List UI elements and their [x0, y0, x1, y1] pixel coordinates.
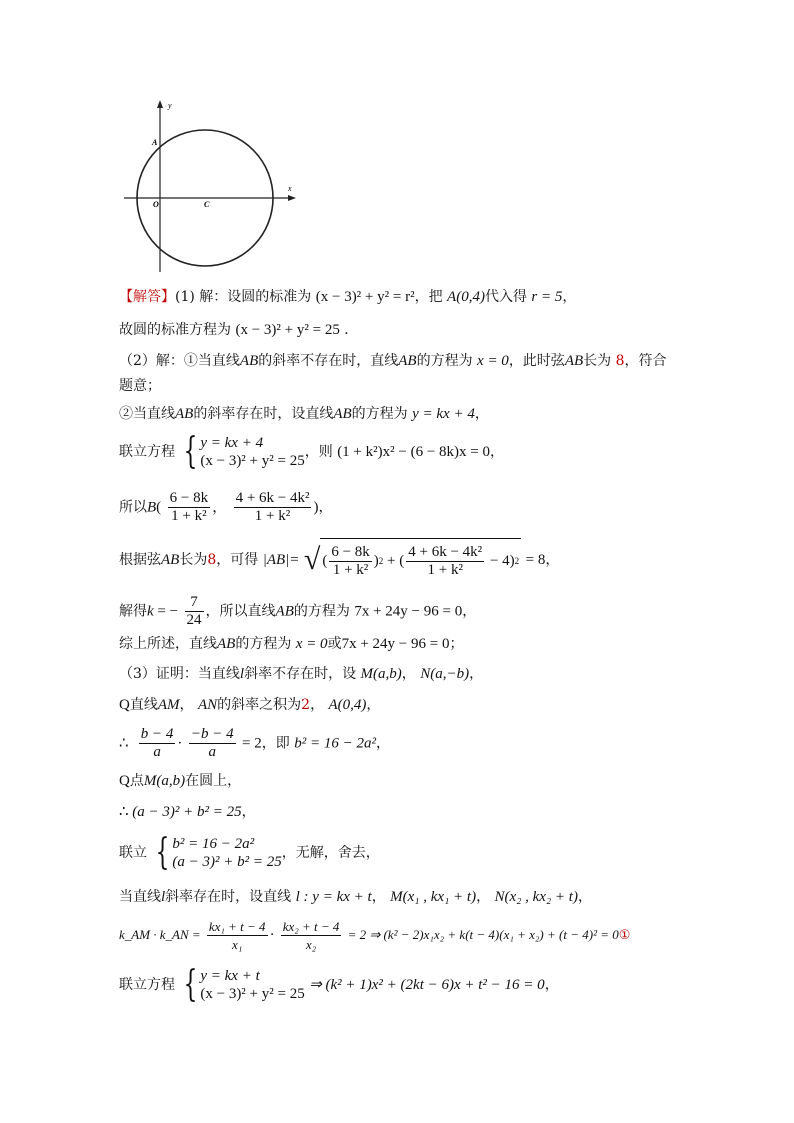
x-axis-arrow [288, 195, 296, 201]
math: (1 + k²)x² − (6 − 8k)x = 0 [337, 444, 490, 460]
square-root: √ ( $\frac{6 - 8k}{\text{1 + k²}}$ ) 2 + ( $\frac{\text{4 + 6k − 4k²}}{\text{1 + k²}}$ − 4) 2 [304, 538, 521, 582]
text: ， [474, 406, 489, 422]
math: (x − 3)² + y² = 25 [200, 986, 305, 1002]
system-brace: { y = kx + t (x − 3)² + y² = 25 [184, 964, 305, 1005]
text: 8 [207, 552, 217, 568]
math: (x − 3)² + y² = r² [315, 289, 415, 305]
line-15: ∴ (a − 3)² + b² = 25， [119, 804, 256, 820]
math: AB [275, 603, 294, 620]
math: (a − 3)² + b² = 25 [132, 804, 242, 820]
text: ； [449, 636, 464, 652]
fraction [281, 918, 342, 953]
math: A(0,4) [328, 697, 367, 713]
math: AB [564, 353, 584, 369]
math: A(0,4) [447, 289, 485, 305]
math: x = 0 [477, 353, 509, 369]
label-x: x [288, 184, 292, 193]
math: kx₂ + t − 4 [282, 919, 340, 934]
text: 或 [327, 636, 342, 652]
circle-figure [118, 96, 302, 276]
line-2 [119, 320, 358, 340]
math: y = kx + t [200, 968, 260, 984]
fraction [185, 594, 204, 629]
label-o: O [153, 200, 159, 209]
math: b² = 16 − 2a² [294, 735, 376, 752]
text: 解得 [119, 603, 147, 620]
math: B [147, 499, 157, 516]
text: ① [618, 928, 631, 943]
text: 的斜率之积为 [217, 697, 302, 713]
text: ， [462, 603, 477, 620]
text: 8 [615, 353, 625, 369]
math: 1 + k² [254, 508, 291, 524]
math: 7 [185, 594, 204, 612]
text: 根据弦 [119, 552, 161, 568]
math: l [239, 666, 245, 682]
text: ，可得 [216, 552, 259, 568]
fraction [189, 726, 236, 761]
math: 1 + k² [427, 561, 463, 578]
line-16 [119, 832, 380, 873]
math: = 2 ⇒ (k² − 2)x₁x₂ + k(t − 4)(x₁ + x₂) + (t − 4)² = 0 [347, 927, 619, 942]
math: M(a,b) [360, 666, 402, 682]
line-10 [119, 634, 463, 654]
math: AN [197, 697, 218, 713]
math: x₂ [305, 937, 317, 952]
fraction [168, 490, 210, 525]
math: a [153, 744, 161, 760]
text: ， [562, 289, 577, 305]
text: 2 [301, 697, 311, 713]
text: ，则 [304, 444, 333, 460]
line-9: 解得k = − $\frac{7}{24}$ ，所以直线AB的方程为 7x + 24y − 96 = 0， [119, 594, 477, 628]
math: b² = 16 − 2a² [172, 836, 255, 852]
text: ， [476, 889, 491, 905]
text: 所以 [119, 499, 147, 516]
text: ，即 [261, 735, 290, 752]
text: ， [401, 666, 416, 682]
math: y = kx + 4 [200, 435, 264, 451]
system-brace: { b² = 16 − 2a² (a − 3)² + b² = 25 [156, 832, 282, 873]
text: 点 [129, 773, 144, 789]
text: 故圆的标准方程为 [119, 322, 231, 338]
math: 7x + 24y − 96 = 0 [354, 603, 463, 620]
math: AB [217, 636, 236, 652]
line-14: Q点M(a,b)在圆上， [119, 773, 242, 789]
text: 当直线 [119, 889, 161, 905]
math: y = kx + 4 [412, 406, 475, 422]
math: AB [398, 353, 417, 369]
text: 题意； [119, 378, 161, 394]
y-axis-arrow [157, 100, 163, 108]
math: l : y = kx + t [295, 889, 372, 905]
text: 联立方程 [119, 444, 175, 460]
text: 联立方程 [119, 977, 175, 993]
math: AB [333, 406, 352, 422]
text: 的方程为 [293, 603, 350, 620]
math: k_AM · k_AN = [119, 927, 201, 942]
text: 在圆上， [185, 773, 242, 789]
text: ，无解，舍去， [281, 845, 380, 861]
math: l [161, 889, 166, 905]
text: ， [318, 499, 333, 516]
math: M(a,b) [143, 773, 186, 789]
text: ， [469, 666, 484, 682]
line-13: ∴ $\frac{b - 4}{a}$ · $\frac{-b - 4}{a}$ = 2，即 b² = 16 − 2a²， [119, 726, 390, 760]
text: ， [310, 697, 325, 713]
math: |AB|= [262, 552, 300, 568]
math: 4 + 6k − 4k² [235, 490, 310, 506]
text: (1) 解：设圆的标准为 [175, 289, 312, 305]
text: 斜率存在时，设直线 [165, 889, 292, 905]
line-3 [119, 351, 667, 371]
math: (a − 3)² + b² = 25 [172, 854, 282, 870]
text: 斜率不存在时，设 [244, 666, 357, 682]
math: AB [175, 406, 194, 422]
line-4 [119, 376, 161, 396]
math: = 2 [242, 735, 262, 752]
math: r = 5 [531, 289, 563, 305]
text: 综上所述，直线 [119, 636, 217, 652]
math: (x − 3)² + y² = 25 [235, 322, 340, 338]
math: 1 + k² [332, 561, 369, 578]
math: M(x₁ , kx₁ + t) [390, 889, 477, 905]
math: x = 0 [295, 636, 328, 652]
fraction [207, 918, 268, 953]
text: ， [490, 444, 504, 460]
text: ． [344, 322, 359, 338]
line-17 [119, 887, 592, 907]
line-6 [119, 431, 504, 472]
math: b − 4 [140, 726, 174, 742]
text: 代入得 [484, 289, 527, 305]
line-12: Q直线AM， AN的斜率之积为2， A(0,4)， [119, 697, 381, 713]
label-a: A [152, 138, 158, 147]
text: 的方程为 [416, 353, 473, 369]
text: （3）证明：当直线 [119, 666, 240, 682]
fraction [139, 726, 176, 761]
math: N(a,−b) [420, 666, 470, 682]
line-8: 根据弦AB长为8，可得 |AB|= √ ( $\frac{6 - 8k}{\text{1 + k²}}$ ) 2 + ( $\frac{\text{4 + 6k − 4k²}}{\text{1 + k²}}$ − 4) 2 = 8， [119, 538, 559, 582]
math: kx₁ + t − 4 [208, 919, 266, 934]
line-19 [119, 964, 559, 1005]
math: 6 − 8k [169, 490, 209, 506]
text: ，所以直线 [205, 603, 276, 620]
text: ， [544, 977, 559, 993]
line-5 [119, 404, 489, 424]
text: 联立 [119, 845, 147, 861]
math: 6 − 8k [331, 543, 370, 560]
text: ， [241, 804, 256, 820]
label-y: y [168, 101, 172, 110]
line-7: 所以B( $\frac{6 - 8k}{\text{1 + k²}}$ ， $\frac{\text{4 + 6k − 4k²}}{\text{1 + k²}}$ )， [119, 490, 333, 524]
math: 4 + 6k − 4k² [408, 543, 483, 560]
text: 的斜率不存在时，直线 [258, 353, 399, 369]
math: 24 [186, 612, 202, 628]
text: ②当直线 [119, 406, 175, 422]
system-brace: { y = kx + 4 (x − 3)² + y² = 25 [184, 431, 305, 472]
label-c: C [204, 200, 210, 209]
text: ， [366, 697, 381, 713]
text: 直线 [129, 697, 158, 713]
text: ， [179, 697, 194, 713]
text: ， [371, 889, 386, 905]
math: N(x₂ , kx₂ + t) [494, 889, 578, 905]
math: AB [239, 353, 259, 369]
fraction [406, 544, 484, 579]
text: ，把 [414, 289, 443, 305]
line-18: k_AM · k_AN = $\frac{\text{kx₁ + t − 4}}{\text{x₁}}$ · $\frac{\text{kx₂ + t − 4}}{\text{x₂}}$ = 2 ⇒ (k² − 2)x₁x₂ + k(t − 4)(x₁ + x₂) + (t − 4)² = 0① [119, 919, 631, 952]
text: ， [545, 552, 560, 568]
math: AB [161, 552, 180, 568]
text: ，此时弦 [508, 353, 565, 369]
text: 长为 [179, 552, 208, 568]
text: ，符合 [624, 353, 667, 369]
text: 的方程为 [235, 636, 292, 652]
line-11 [119, 664, 483, 684]
text: ， [375, 735, 390, 752]
text: （2）解：①当直线 [119, 353, 240, 369]
fraction [234, 490, 312, 525]
answer-tag: 【解答】 [119, 289, 175, 305]
text: 的方程为 [351, 406, 408, 422]
text: ， [577, 889, 592, 905]
math: a [208, 744, 216, 760]
math: (x − 3)² + y² = 25 [200, 453, 305, 469]
line-1 [119, 287, 576, 307]
text: 长为 [583, 353, 612, 369]
math: −b − 4 [190, 726, 234, 742]
math: 7x + 24y − 96 = 0 [341, 636, 450, 652]
math: 1 + k² [171, 508, 207, 524]
math: AM [157, 697, 180, 713]
math: x₁ [232, 937, 243, 952]
text: 的斜率存在时，设直线 [193, 406, 334, 422]
math: ⇒ (k² + 1)x² + (2kt − 6)x + t² − 16 = 0 [309, 977, 545, 993]
fraction [329, 544, 371, 579]
